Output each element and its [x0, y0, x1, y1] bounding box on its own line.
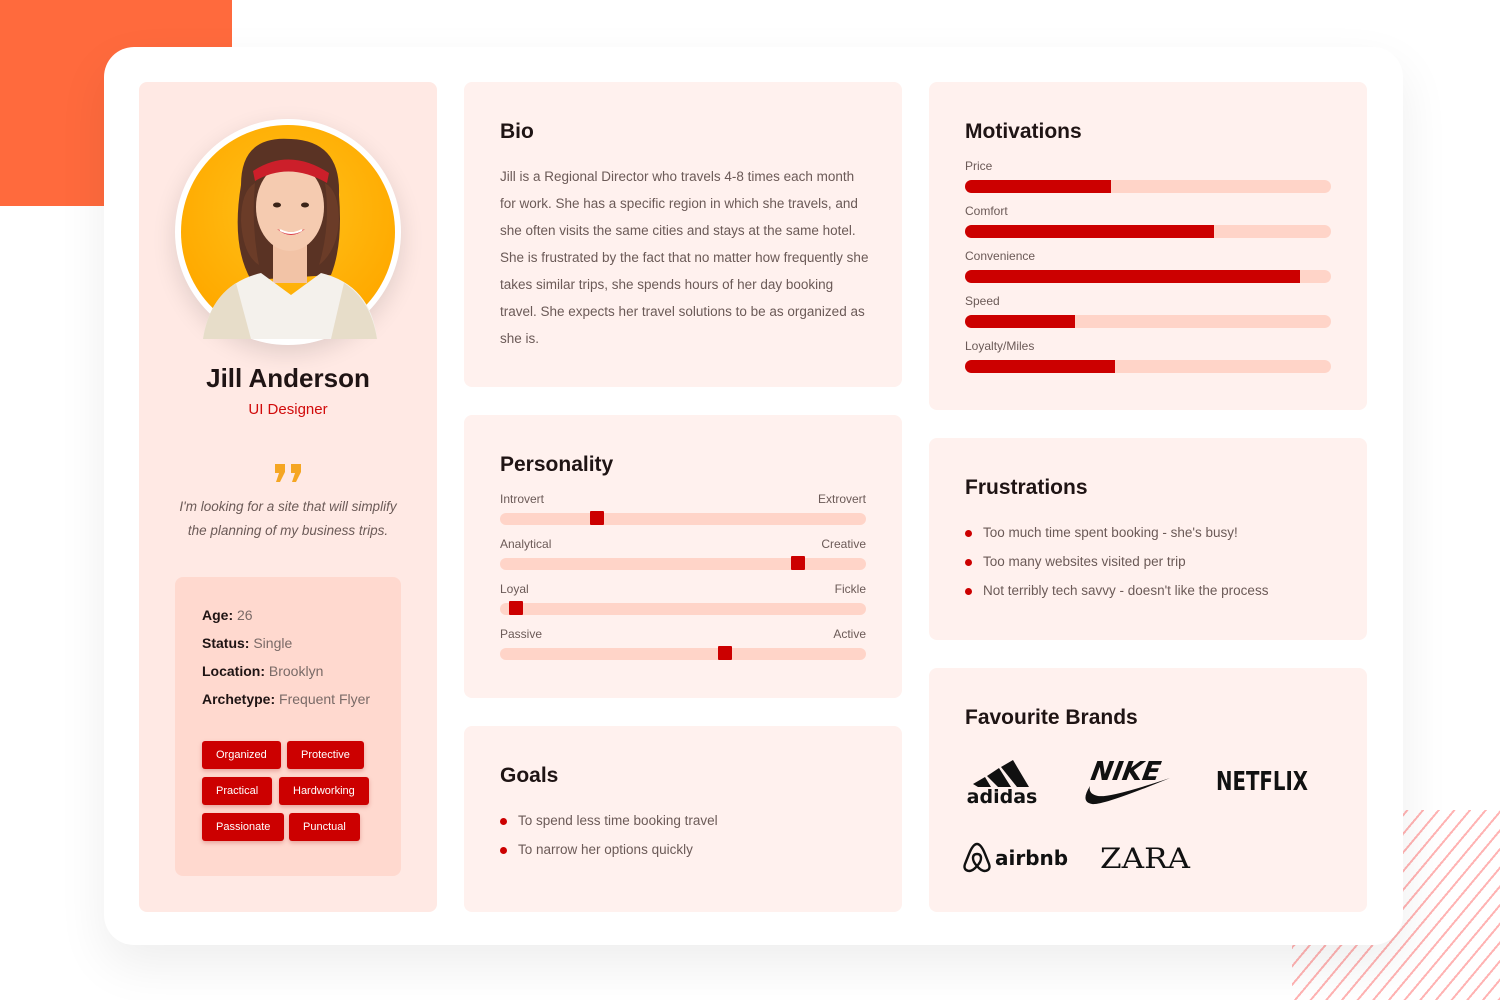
- motivation-label: Price: [965, 159, 993, 173]
- motivation-track: [965, 315, 1331, 328]
- tag-passionate[interactable]: Passionate: [202, 813, 284, 841]
- trait-marker: [509, 601, 523, 615]
- list-item: Too many websites visited per trip: [965, 554, 1268, 583]
- motivation-bar: [965, 294, 1331, 330]
- netflix-logo: [1216, 762, 1316, 798]
- netflix-wordmark-icon: [1216, 762, 1316, 798]
- airbnb-icon: [963, 840, 1069, 874]
- trait-track: [500, 603, 866, 615]
- avatar-portrait-icon: [181, 125, 395, 339]
- trait-marker: [590, 511, 604, 525]
- trait-right-label: Extrovert: [817, 492, 866, 506]
- svg-text:NIKE: NIKE: [1088, 757, 1164, 787]
- list-item: To spend less time booking travel: [500, 813, 718, 842]
- personality-title: Personality: [500, 453, 614, 476]
- motivation-track: [965, 270, 1331, 283]
- zara-logo: [1100, 840, 1192, 874]
- trait-left-label: Loyal: [500, 582, 529, 596]
- info-archetype: Archetype: Frequent Flyer: [202, 691, 371, 707]
- goals-title: Goals: [500, 764, 559, 787]
- motivation-bar: [965, 339, 1331, 375]
- motivation-fill: [965, 270, 1300, 283]
- airbnb-logo: [963, 840, 1069, 874]
- motivation-track: [965, 225, 1331, 238]
- motivation-bar: [965, 159, 1331, 195]
- trait-right-label: Creative: [821, 537, 866, 551]
- bullet-icon: [965, 588, 972, 595]
- tag-practical[interactable]: Practical: [202, 777, 272, 805]
- adidas-logo: [965, 754, 1039, 806]
- tag-punctual[interactable]: Punctual: [289, 813, 360, 841]
- persona-name: Jill Anderson: [206, 363, 370, 393]
- motivation-label: Loyalty/Miles: [965, 339, 1035, 353]
- trait-left-label: Passive: [500, 627, 543, 641]
- bio-card: [464, 82, 902, 387]
- bullet-icon: [965, 530, 972, 537]
- trait-track: [500, 648, 866, 660]
- trait-left-label: Introvert: [500, 492, 545, 506]
- personality-trait: [500, 492, 866, 528]
- motivation-label: Speed: [965, 294, 1000, 308]
- persona-quote: I'm looking for a site that will simplify the planning of my business trips.: [179, 499, 397, 538]
- personality-trait: [500, 582, 866, 618]
- list-item: Too much time spent booking - she's busy!: [965, 525, 1268, 554]
- profile-card: [139, 82, 437, 912]
- tag-protective[interactable]: Protective: [287, 741, 364, 769]
- tag-hardworking[interactable]: Hardworking: [279, 777, 369, 805]
- persona-role: UI Designer: [248, 401, 328, 418]
- trait-right-label: Active: [833, 627, 866, 641]
- motivations-title: Motivations: [965, 120, 1082, 143]
- trait-track: [500, 558, 866, 570]
- svg-text:ZARA: ZARA: [1100, 842, 1191, 875]
- motivation-bar: [965, 249, 1331, 285]
- trait-marker: [718, 646, 732, 660]
- svg-text:adidas: adidas: [966, 786, 1038, 808]
- adidas-icon: [965, 754, 1039, 806]
- zara-wordmark-icon: [1100, 840, 1192, 874]
- info-location: Location: Brooklyn: [202, 663, 324, 679]
- info-age: Age: 26: [202, 607, 253, 623]
- motivation-bar: [965, 204, 1331, 240]
- bullet-icon: [500, 818, 507, 825]
- avatar: [175, 119, 401, 345]
- trait-right-label: Fickle: [834, 582, 866, 596]
- motivation-label: Convenience: [965, 249, 1036, 263]
- brands-title: Favourite Brands: [965, 706, 1138, 729]
- svg-text:NETFLIX: NETFLIX: [1216, 767, 1308, 797]
- motivation-track: [965, 360, 1331, 373]
- bio-title: Bio: [500, 120, 534, 143]
- svg-text:airbnb: airbnb: [995, 846, 1069, 870]
- trait-left-label: Analytical: [500, 537, 552, 551]
- goals-card: [464, 726, 902, 912]
- info-status: Status: Single: [202, 635, 293, 651]
- personality-trait: [500, 627, 866, 663]
- personality-trait: [500, 537, 866, 573]
- bullet-icon: [500, 847, 507, 854]
- bio-text: Jill is a Regional Director who travels 4-8 times each month for work. She has a specific region in which she travels, and she often visits the same cities and stays at the same hotel. She is frustrated by the fact that no matter how frequently she takes similar trips, she spends hours of her day booking travel. She expects her travel solutions to be as organized as she is.: [500, 169, 869, 346]
- frustrations-list: [965, 525, 1268, 612]
- tag-organized[interactable]: Organized: [202, 741, 281, 769]
- bullet-icon: [965, 559, 972, 566]
- frustrations-card: [929, 438, 1367, 640]
- quote-icon: [273, 462, 303, 484]
- motivation-track: [965, 180, 1331, 193]
- personality-card: [464, 415, 902, 698]
- motivation-fill: [965, 360, 1115, 373]
- frustrations-title: Frustrations: [965, 476, 1088, 499]
- brands-card: [929, 668, 1367, 912]
- motivation-fill: [965, 180, 1111, 193]
- list-item: To narrow her options quickly: [500, 842, 718, 871]
- nike-logo: [1080, 756, 1174, 808]
- list-item: Not terribly tech savvy - doesn't like the process: [965, 583, 1268, 612]
- motivation-label: Comfort: [965, 204, 1008, 218]
- goals-list: [500, 813, 718, 871]
- trait-marker: [791, 556, 805, 570]
- trait-track: [500, 513, 866, 525]
- info-panel: [175, 577, 401, 876]
- motivation-fill: [965, 225, 1214, 238]
- motivations-card: [929, 82, 1367, 410]
- nike-swoosh-icon: [1080, 756, 1174, 808]
- motivation-fill: [965, 315, 1075, 328]
